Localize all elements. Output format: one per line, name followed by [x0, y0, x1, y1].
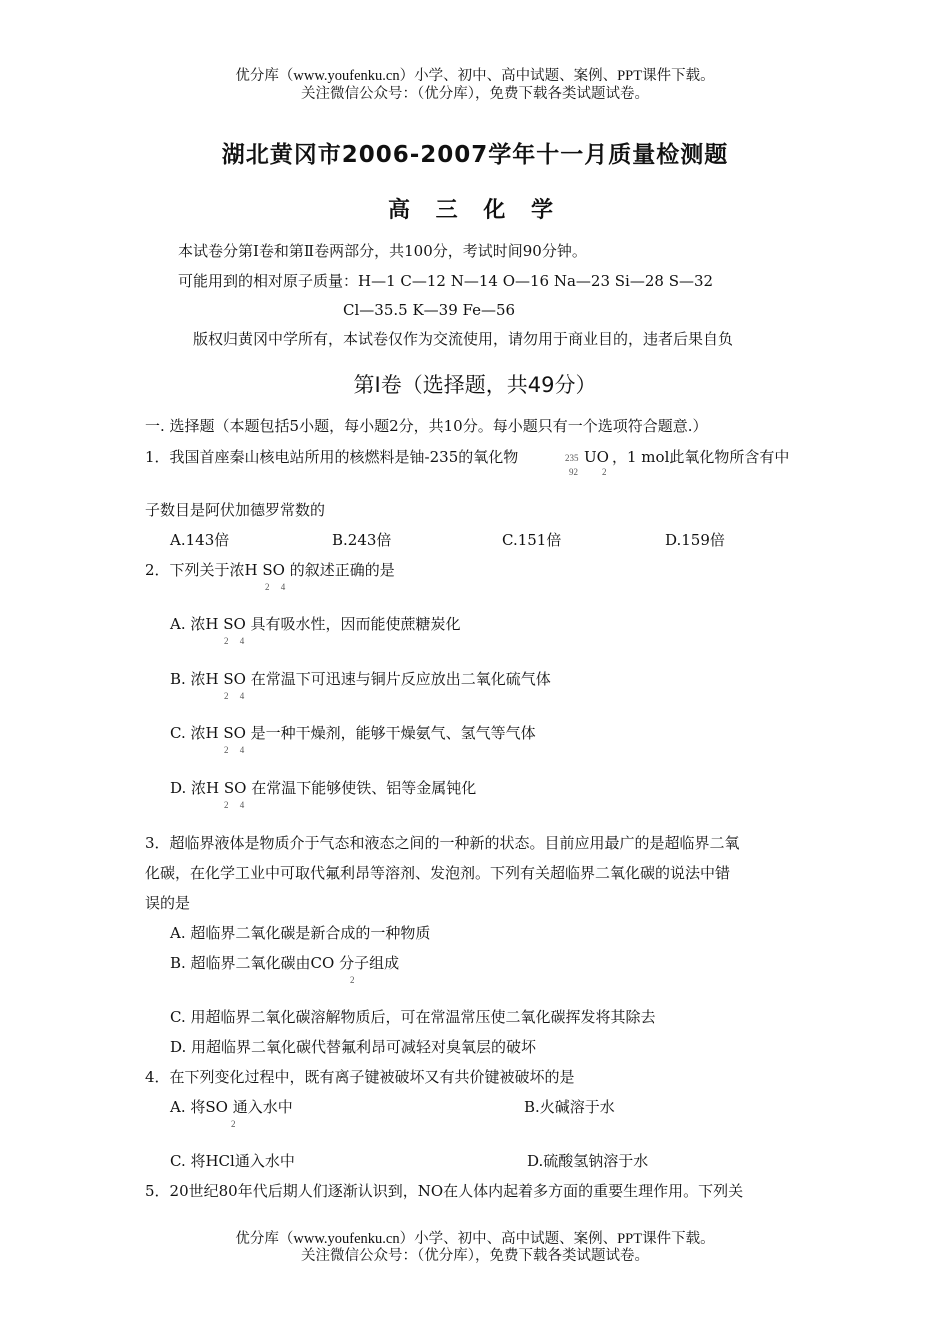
q2-option-d-sub: 2 4 [224, 800, 245, 810]
copyright-notice: 版权归黄冈中学所有，本试卷仅作为交流使用，请勿用于商业目的，违者后果自负 [193, 330, 734, 348]
q1-text-c: 子数目是阿伏加德罗常数的 [145, 501, 326, 519]
q3-option-a: A. 超临界二氧化碳是新合成的一种物质 [170, 924, 431, 942]
exam-title: 湖北黄冈市2006-2007学年十一月质量检测题 [221, 142, 729, 168]
q1-formula-sub: 2 [602, 467, 607, 477]
q1-mass-number: 235 [565, 453, 579, 463]
q2-option-a: A. 浓H SO 具有吸水性，因而能使蔗糖炭化 [170, 615, 461, 633]
q2-stem-subscripts: 2 4 [265, 582, 286, 592]
header-line-1: 优分库（www.youfenku.cn）小学、初中、高中试题、案例、PPT课件下载。 [235, 68, 715, 84]
q3-line-3: 误的是 [145, 894, 191, 912]
exam-subtitle: 高 三 化 学 [388, 198, 562, 223]
q2-option-c: C. 浓H SO 是一种干燥剂，能够干燥氨气、氢气等气体 [170, 724, 536, 742]
q1-text-a: 1．我国首座秦山核电站所用的核燃料是铀-235的氧化物 [145, 448, 519, 466]
part-heading: 一. 选择题（本题包括5小题，每小题2分，共10分。每小题只有一个选项符合题意.） [145, 417, 708, 435]
footer-line-2: 关注微信公众号：（优分库），免费下载各类试题试卷。 [301, 1248, 649, 1264]
q2-option-b: B. 浓H SO 在常温下可迅速与铜片反应放出二氧化硫气体 [170, 670, 551, 688]
q1-formula: UO [584, 448, 609, 466]
q2-option-a-sub: 2 4 [224, 636, 245, 646]
q3-option-b: B. 超临界二氧化碳由CO 分子组成 [170, 954, 400, 972]
q2-option-b-sub: 2 4 [224, 691, 245, 701]
footer-line-1: 优分库（www.youfenku.cn）小学、初中、高中试题、案例、PPT课件下载。 [235, 1231, 715, 1247]
header-line-2: 关注微信公众号：（优分库），免费下载各类试题试卷。 [301, 86, 649, 102]
section-title: 第Ⅰ卷（选择题，共49分） [353, 373, 597, 397]
q5-line-1: 5．20世纪80年代后期人们逐渐认识到，NO在人体内起着多方面的重要生理作用。下列关 [145, 1182, 744, 1200]
q1-atomic-number: 92 [569, 467, 578, 477]
q4-option-c: C. 将HCl通入水中 [170, 1152, 295, 1170]
q1-option-d: D.159倍 [665, 531, 725, 549]
intro-line-3: Cl—35.5 K—39 Fe—56 [343, 301, 516, 319]
q4-option-a: A. 将SO 通入水中 [170, 1098, 293, 1116]
intro-line-2: 可能用到的相对原子质量：H—1 C—12 N—14 O—16 Na—23 Si—28 S—32 [178, 272, 714, 290]
q3-option-d: D. 用超临界二氧化碳代替氟利昂可减轻对臭氧层的破坏 [170, 1038, 537, 1056]
q3-line-1: 3．超临界液体是物质介于气态和液态之间的一种新的状态。目前应用最广的是超临界二氧 [145, 834, 740, 852]
q2-option-c-sub: 2 4 [224, 745, 245, 755]
q4-option-d: D.硫酸氢钠溶于水 [527, 1152, 649, 1170]
q1-text-b: ，1 mol此氧化物所含有中 [612, 448, 790, 466]
q3-line-2: 化碳，在化学工业中可取代氟利昂等溶剂、发泡剂。下列有关超临界二氧化碳的说法中错 [145, 864, 731, 882]
q3-option-c: C. 用超临界二氧化碳溶解物质后，可在常温常压使二氧化碳挥发将其除去 [170, 1008, 656, 1026]
q3-option-b-sub: 2 [350, 975, 355, 985]
q4-option-a-sub: 2 [231, 1119, 236, 1129]
q1-option-a: A.143倍 [170, 531, 230, 549]
intro-line-1: 本试卷分第Ⅰ卷和第Ⅱ卷两部分，共100分，考试时间90分钟。 [178, 242, 587, 260]
q1-option-b: B.243倍 [332, 531, 392, 549]
q2-option-d: D. 浓H SO 在常温下能够使铁、铝等金属钝化 [170, 779, 477, 797]
q4-stem: 4．在下列变化过程中，既有离子键被破坏又有共价键被破坏的是 [145, 1068, 575, 1086]
q4-option-b: B.火碱溶于水 [524, 1098, 615, 1116]
q2-stem: 2．下列关于浓H SO 的叙述正确的是 [145, 561, 395, 579]
q1-option-c: C.151倍 [502, 531, 562, 549]
